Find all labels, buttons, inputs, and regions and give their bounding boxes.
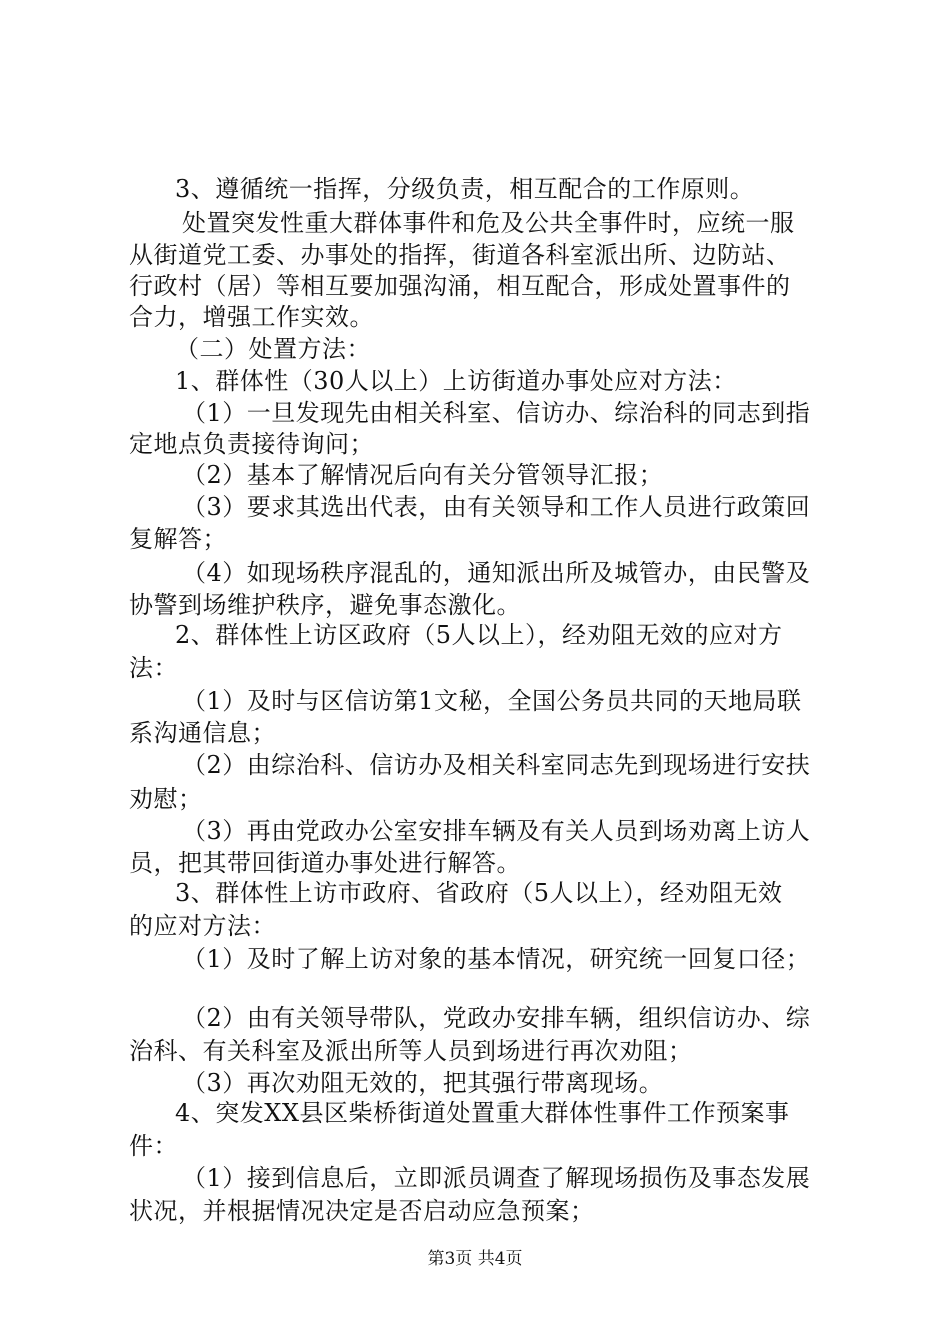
line-05: 合力，增强工作实效。 [129,303,374,331]
line-22: 员，把其带回街道办事处进行解答。 [129,849,521,877]
line-03: 从街道党工委、办事处的指挥，街道各科室派出所、边防站、 [129,241,791,269]
line-10: （2）基本了解情况后向有关分管领导汇报； [182,461,664,489]
line-28: （3）再次劝阻无效的，把其强行带离现场。 [182,1069,664,1097]
line-18: 系沟通信息； [129,719,276,747]
line-21: （3）再由党政办公室安排车辆及有关人员到场劝离上访人 [182,817,811,845]
line-31: （1）接到信息后，立即派员调查了解现场损伤及事态发展 [182,1164,811,1192]
line-30: 件： [129,1132,178,1160]
line-04: 行政村（居）等相互要加强沟涌，相互配合，形成处置事件的 [129,272,791,300]
line-01: 3、遵循统一指挥，分级负责，相互配合的工作原则。 [175,175,755,203]
line-20: 劝慰； [129,785,203,813]
line-27: 治科、有关科室及派出所等人员到场进行再次劝阻； [129,1037,693,1065]
line-17: （1）及时与区信访第1文秘，全国公务员共同的天地局联 [182,687,802,715]
line-15: 2、群体性上访区政府（5人以上），经劝阻无效的应对方 [175,621,783,649]
line-16: 法： [129,654,178,682]
line-14: 协警到场维护秩序，避免事态激化。 [129,591,521,619]
line-12: 复解答； [129,525,227,553]
line-08: （1）一旦发现先由相关科室、信访办、综治科的同志到指 [182,399,811,427]
line-19: （2）由综治科、信访办及相关科室同志先到现场进行安扶 [182,751,811,779]
page-number-footer: 第3页 共4页 [427,1249,523,1269]
line-25: （1）及时了解上访对象的基本情况，研究统一回复口径； [182,945,811,973]
line-07: 1、群体性（30人以上）上访街道办事处应对方法： [175,367,737,395]
line-24: 的应对方法： [129,912,276,940]
line-02: 处置突发性重大群体事件和危及公共全事件时，应统一服 [182,209,795,237]
line-32: 状况，并根据情况决定是否启动应急预案； [129,1197,595,1225]
line-26: （2）由有关领导带队，党政办安排车辆，组织信访办、综 [182,1004,811,1032]
line-13: （4）如现场秩序混乱的，通知派出所及城管办，由民警及 [182,559,811,587]
line-23: 3、群体性上访市政府、省政府（5人以上），经劝阻无效 [175,879,783,907]
line-29: 4、突发XX县区柴桥街道处置重大群体性事件工作预案事 [175,1099,790,1127]
line-06: （二）处置方法： [175,335,371,363]
line-09: 定地点负责接待询问； [129,430,374,458]
line-11: （3）要求其选出代表，由有关领导和工作人员进行政策回 [182,493,811,521]
